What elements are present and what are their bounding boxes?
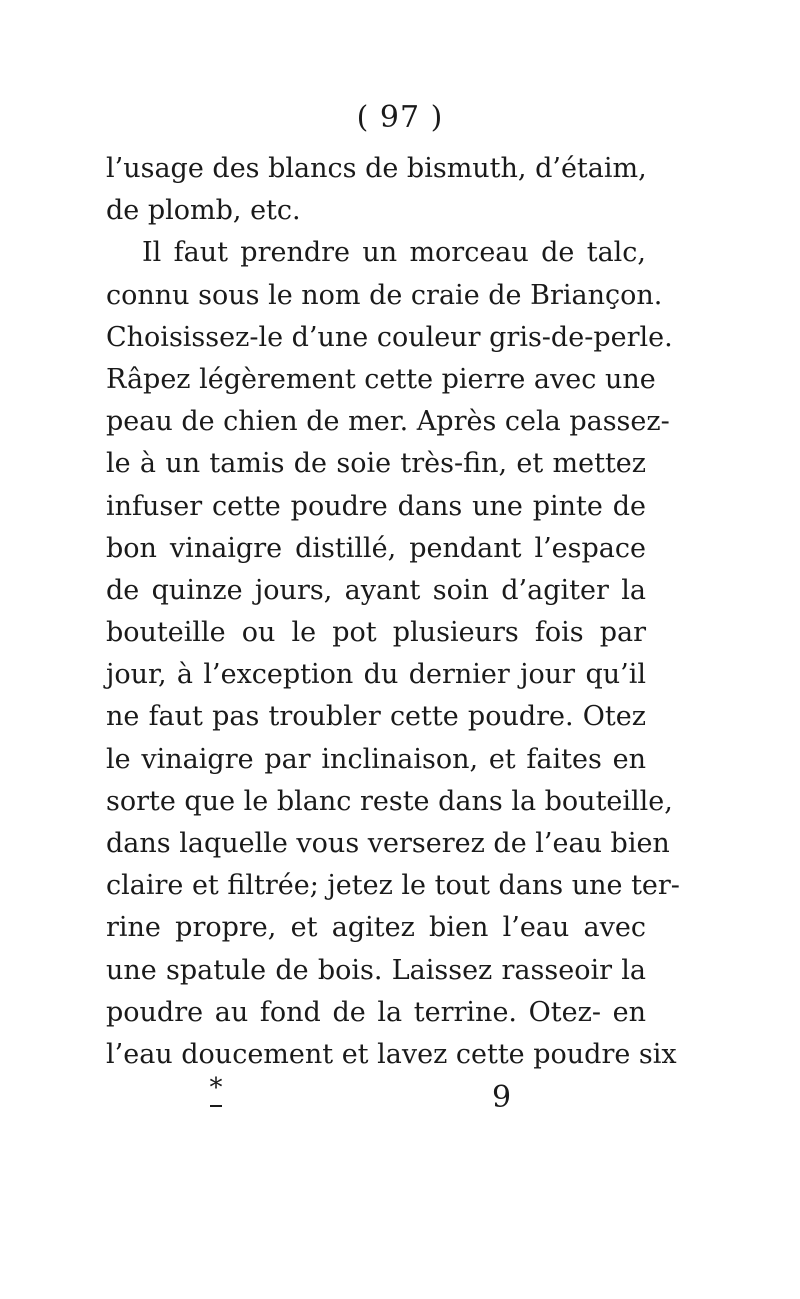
text-line: claire et filtrée; jetez le tout dans une ter- [106,870,680,902]
text-line: infuser cette poudre dans une pinte de [106,490,646,522]
text-line: l’eau doucement et lavez cette poudre six [106,1038,677,1070]
dash-mark [210,1105,222,1107]
text-line: l’usage des blancs de bismuth, d’étaim, [106,153,647,184]
body-text [106,148,680,1076]
text-line: jour, à l’exception du dernier jour qu’il [106,659,646,691]
signature-mark [196,1075,236,1107]
text-line: de quinze jours, ayant soin d’agiter la [106,574,646,606]
text-line: sorte que le blanc reste dans la bouteille, [106,785,673,817]
text-line: bouteille ou le pot plusieurs fois par [106,617,646,649]
text-line: bon vinaigre distillé, pendant l’espace [106,532,646,564]
text-line: une spatule de bois. Laissez rasseoir la [106,954,646,986]
text-line: de plomb, etc. [106,195,301,227]
page-number: ( 97 ) [356,100,444,135]
text-line: poudre au fond de la terrine. Otez- en [106,996,646,1028]
text-line: connu sous le nom de craie de Briançon. [106,279,663,311]
asterisk-mark: * [209,1073,223,1103]
signature-number: 9 [492,1080,512,1115]
text-line: Râpez légèrement cette pierre avec une [106,363,656,395]
text-line: rine propre, et agitez bien l’eau avec [106,912,646,944]
text-line: le à un tamis de soie très-fin, et mettez [106,448,646,480]
text-line: le vinaigre par inclinaison, et faites en [106,743,646,775]
text-line: ne faut pas troubler cette poudre. Otez [106,701,646,733]
text-line: Choisissez-le d’une couleur gris-de-perle. [106,321,673,353]
text-line: Il faut prendre un morceau de talc, [142,237,646,269]
page-footer [0,1075,800,1125]
text-line: dans laquelle vous verserez de l’eau bien [106,828,670,859]
text-line: peau de chien de mer. Après cela passez- [106,406,670,438]
